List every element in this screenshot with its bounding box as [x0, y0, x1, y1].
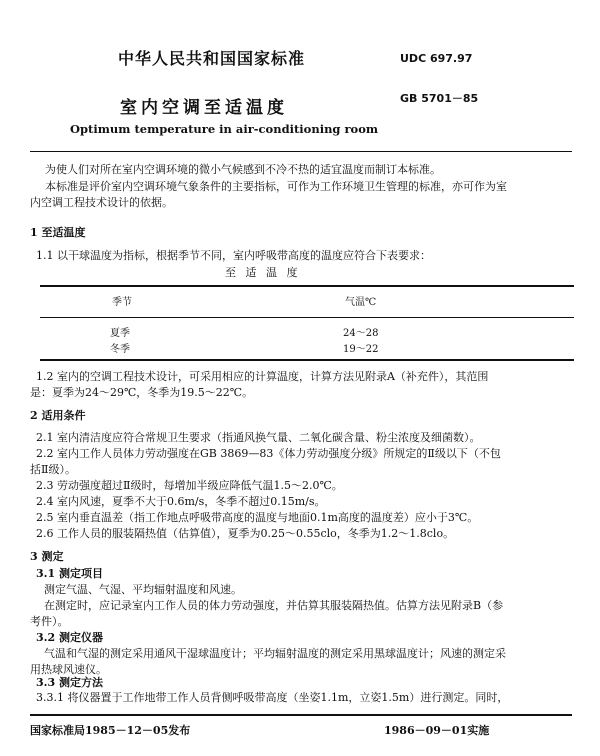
- clause-2-6: 2.6 工作人员的服装隔热值（估算值），夏季为0.25～0.55clo，冬季为1.2～1.8clo。: [36, 527, 455, 540]
- table-top-rule: [40, 285, 574, 287]
- clause-3-2-text-cont: 用热球风速仪。: [30, 663, 107, 676]
- subsection-3-1-heading: 3.1 测定项目: [36, 567, 103, 580]
- clause-1-2: 1.2 室内的空调工程技术设计，可采用相应的计算温度，计算方法见附录A（补充件），其范围: [36, 370, 489, 383]
- clause-2-2-cont: 括Ⅱ级）。: [30, 463, 76, 476]
- clause-1-1: 1.1 以干球温度为指标，根据季节不同，室内呼吸带高度的温度应符合下表要求：: [36, 249, 431, 262]
- clause-2-5: 2.5 室内垂直温差（指工作地点呼吸带高度的温度与地面0.1m高度的温度差）应小于3℃。: [36, 511, 479, 524]
- intro-paragraph-1: 为使人们对所在室内空调环境的微小气候感到不冷不热的适宜温度而制订本标准。: [45, 163, 441, 176]
- table-cell-season: 夏季: [110, 328, 130, 339]
- table-header-rule: [40, 317, 574, 318]
- gb-number: GB 5701－85: [400, 92, 479, 105]
- clause-2-3: 2.3 劳动强度超过Ⅱ级时，每增加半级应降低气温1.5～2.0℃。: [36, 479, 343, 492]
- udc-code: UDC 697.97: [400, 52, 473, 65]
- intro-paragraph-2-cont: 内空调工程技术设计的依据。: [30, 196, 173, 209]
- table-cell-temp: 19～22: [343, 344, 379, 355]
- clause-3-3-1: 3.3.1 将仪器置于工作地带工作人员背侧呼吸带高度（坐姿1.1m，立姿1.5m）进行测定。同时，: [36, 691, 509, 704]
- section-2-heading: 2 适用条件: [30, 409, 86, 422]
- table-cell-season: 冬季: [110, 344, 130, 355]
- clause-3-1-note: 在测定时，应记录室内工作人员的体力劳动强度，并估算其服装隔热值。估算方法见附录B（参: [44, 599, 504, 612]
- clause-3-1-note-cont: 考件）。: [30, 615, 69, 628]
- document-title-cn: 室内空调至适温度: [120, 98, 288, 118]
- clause-2-2: 2.2 室内工作人员体力劳动强度在GB 3869—83《体力劳动强度分级》所规定的Ⅱ级以下（不包: [36, 447, 501, 460]
- table-title: 至 适 温 度: [225, 266, 301, 279]
- table-cell-temp: 24～28: [343, 328, 379, 339]
- issue-date: 国家标准局1985－12－05发布: [30, 724, 191, 737]
- table-bottom-rule: [40, 359, 574, 361]
- section-3-heading: 3 测定: [30, 550, 64, 563]
- section-1-heading: 1 至适温度: [30, 226, 86, 239]
- table-header-season: 季节: [112, 297, 132, 308]
- clause-2-4: 2.4 室内风速，夏季不大于0.6m/s，冬季不超过0.15m/s。: [36, 495, 326, 508]
- intro-paragraph-2: 本标准是评价室内空调环境气象条件的主要指标，可作为工作环境卫生管理的标准，亦可作为室: [45, 180, 507, 193]
- clause-1-2-cont: 是：夏季为24～29℃，冬季为19.5～22℃。: [30, 386, 254, 399]
- effective-date: 1986－09－01实施: [384, 724, 490, 737]
- table-header-temp: 气温℃: [345, 297, 377, 308]
- clause-2-1: 2.1 室内清洁度应符合常规卫生要求（指通风换气量、二氧化碳含量、粉尘浓度及细菌数）。: [36, 431, 481, 444]
- subsection-3-2-heading: 3.2 测定仪器: [36, 631, 103, 644]
- clause-3-2-text: 气温和气湿的测定采用通风干湿球温度计；平均辐射温度的测定采用黑球温度计；风速的测定采: [44, 647, 506, 660]
- document-title-en: Optimum temperature in air-conditioning room: [70, 122, 379, 136]
- national-standard-label: 中华人民共和国国家标准: [118, 49, 306, 68]
- header-divider: [30, 151, 572, 152]
- footer-divider: [30, 714, 572, 716]
- subsection-3-3-heading: 3.3 测定方法: [36, 676, 103, 689]
- clause-3-1-text: 测定气温、气湿、平均辐射温度和风速。: [44, 583, 242, 596]
